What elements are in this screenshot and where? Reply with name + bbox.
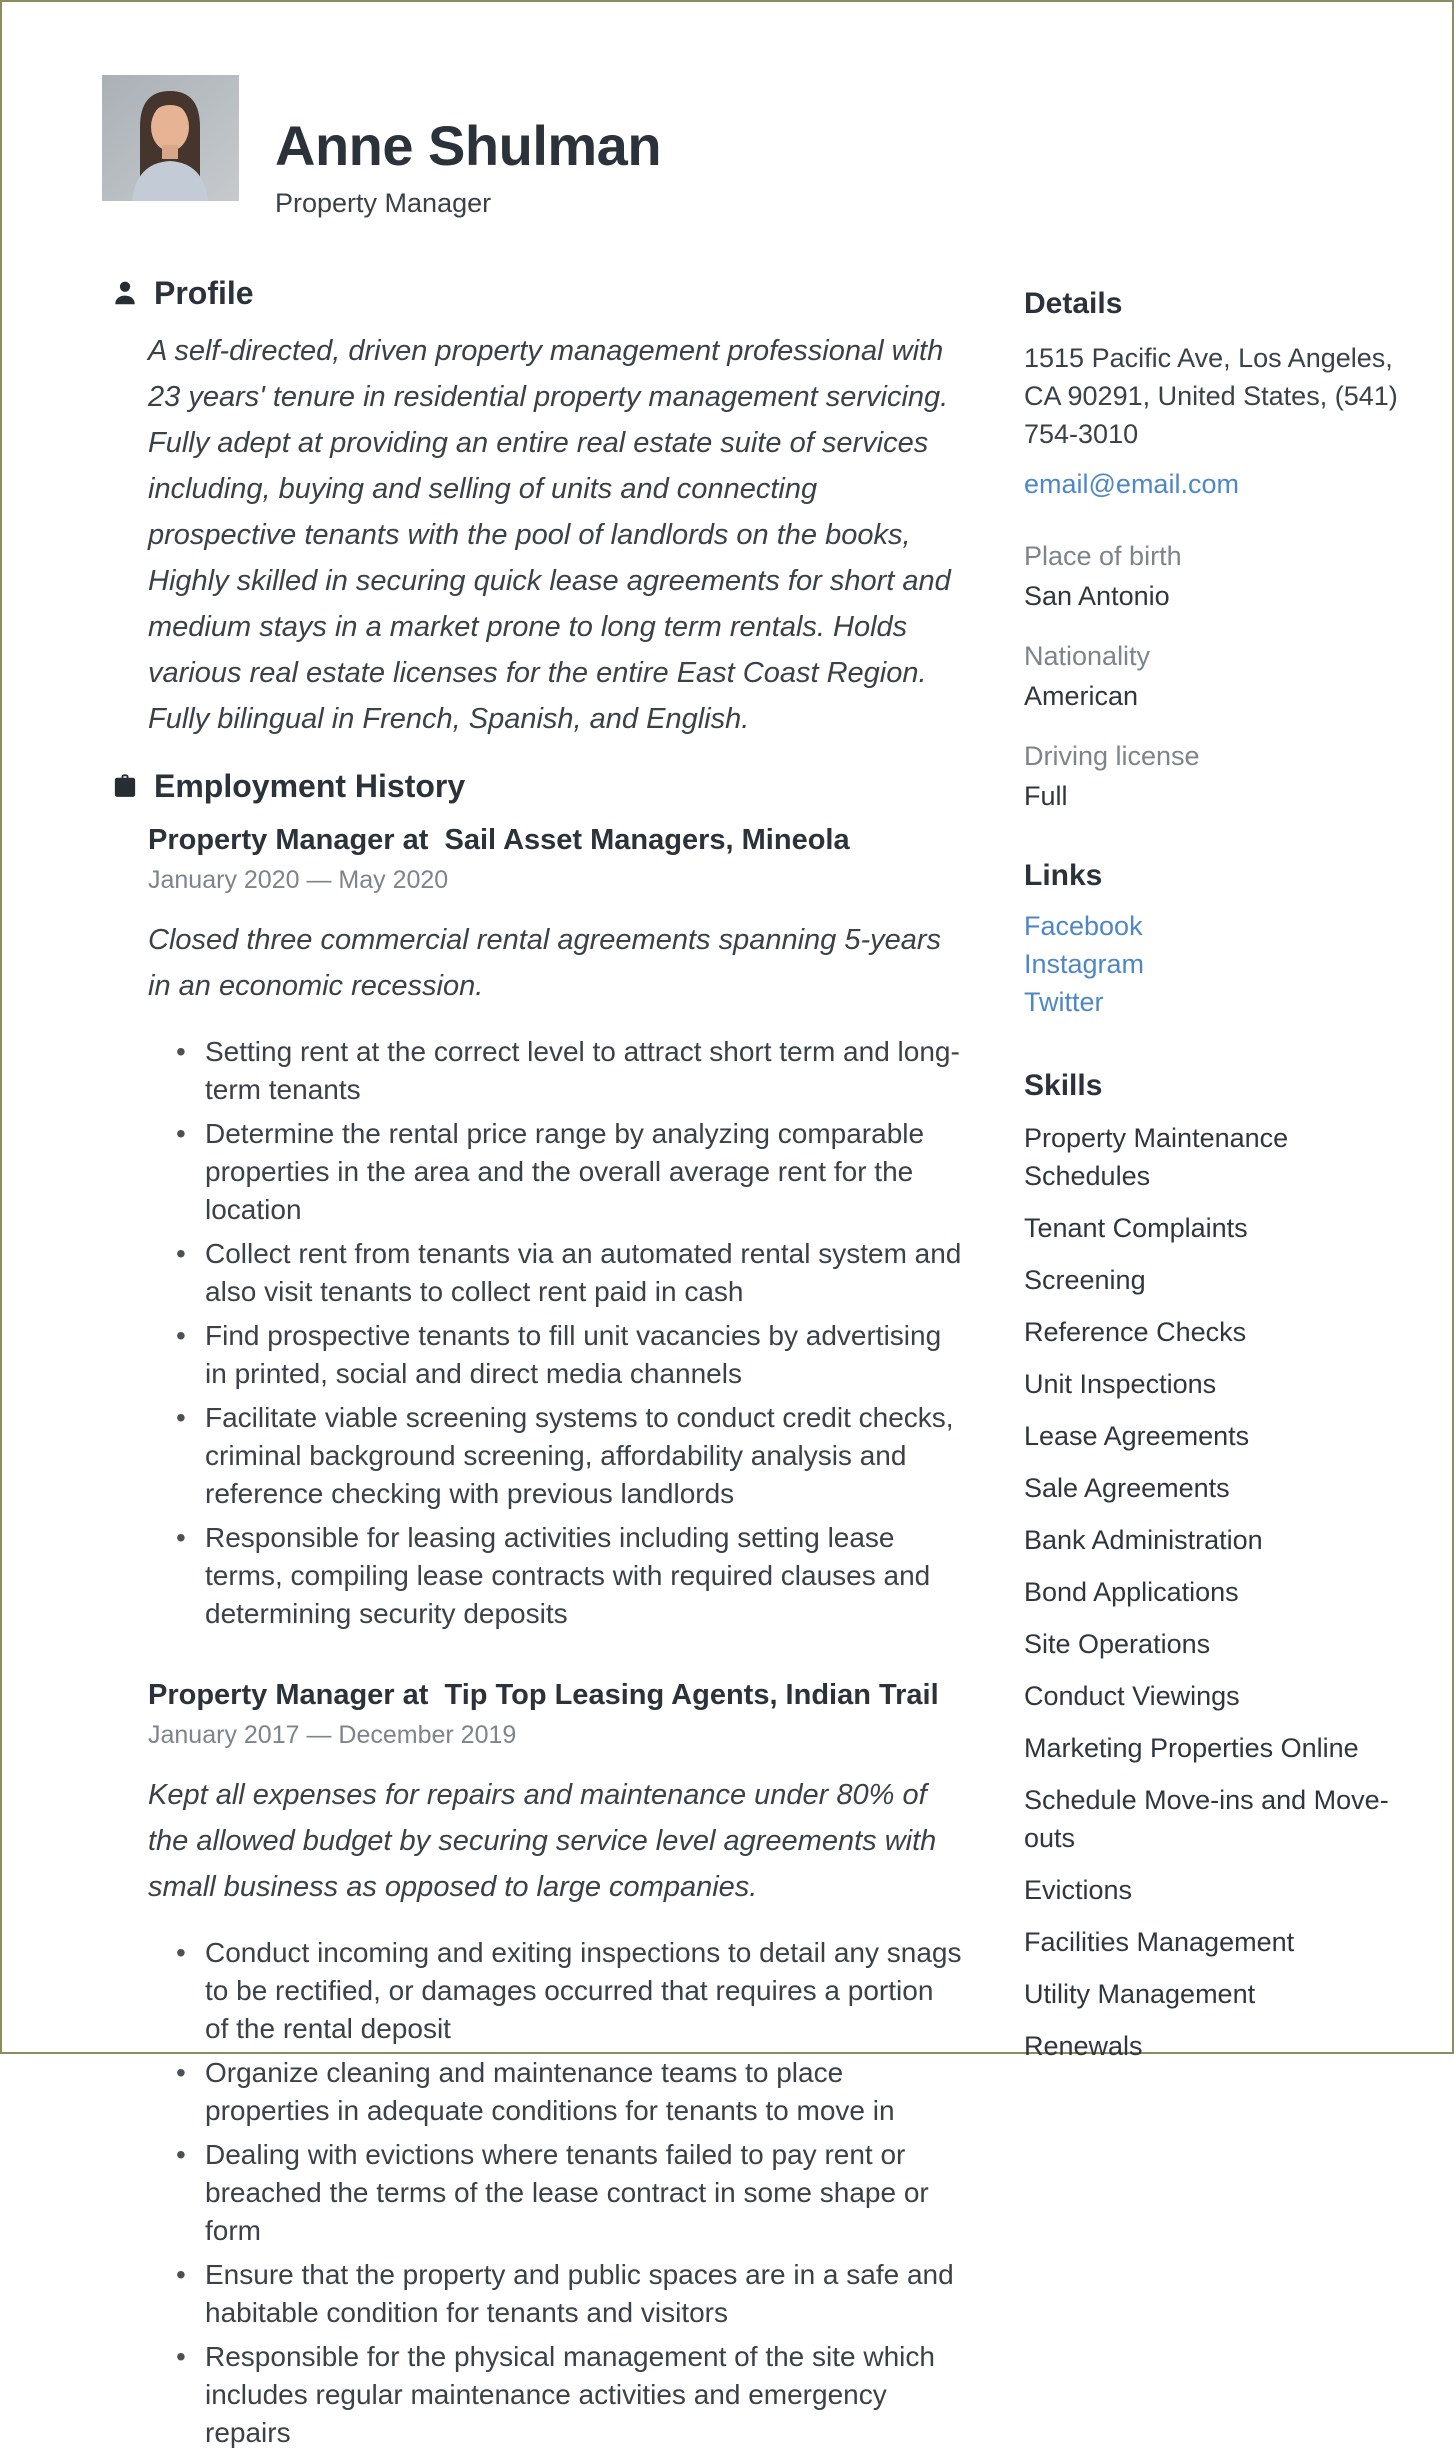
skill-item: Conduct Viewings [1024, 1680, 1240, 1711]
job-bullet: • Responsible for leasing activities including setting lease terms, compiling lease contracts with required clauses and determining security deposits [148, 1519, 962, 1633]
links-section [1024, 859, 1416, 1021]
job-bullet: • Responsible for the physical management of the site which includes regular maintenance activities and emergency repairs [148, 2338, 962, 2452]
job-title: Property Manager at Sail Asset Managers, Mineola [148, 823, 850, 856]
instagram-link[interactable]: Instagram [1024, 948, 1145, 979]
profile-heading: Profile [154, 274, 254, 311]
main-content [102, 275, 1412, 2458]
skill-item: Utility Management [1024, 1978, 1256, 2009]
job-bullet: • Setting rent at the correct level to attract short term and long-term tenants [148, 1033, 962, 1109]
job-bullet-list [148, 1934, 962, 2452]
fact-nationality [1024, 637, 1416, 715]
skill-item: Sale Agreements [1024, 1472, 1230, 1503]
profile-section [102, 275, 962, 742]
skills-heading: Skills [1024, 1068, 1103, 1102]
fact-place-of-birth [1024, 537, 1416, 615]
profile-summary-text: A self-directed, driven property management professional with 23 years' tenure in residential property management servicing. Fully adept at providing an entire real estate suite of services including, buying and selling of units and connecting prospective tenants with the pool of landlords on the books, Highly skilled in securing quick lease agreements for short and medium stays in a market prone to long term rentals. Holds various real estate licenses for the entire East Coast Region. Fully bilingual in French, Spanish, and English. [148, 334, 951, 735]
fact-label: Driving license [1024, 740, 1200, 771]
profile-body [148, 328, 962, 742]
skills-list [1024, 1119, 1416, 2065]
job-bullet: • Facilitate viable screening systems to conduct credit checks, criminal background screening, affordability analysis and reference checking with previous landlords [148, 1399, 962, 1513]
employment-body [148, 822, 962, 2452]
address-line: 1515 Pacific Ave, Los Angeles, [1024, 342, 1393, 373]
employment-section-head [102, 768, 962, 804]
fact-value: American [1024, 680, 1139, 711]
skill-item: Unit Inspections [1024, 1368, 1217, 1399]
details-heading: Details [1024, 286, 1123, 320]
details-section [1024, 287, 1416, 503]
address-block [1024, 339, 1416, 453]
employment-heading: Employment History [154, 767, 466, 804]
fact-value: Full [1024, 780, 1068, 811]
job-bullet: • Dealing with evictions where tenants failed to pay rent or breached the terms of the lease contract in some shape or form [148, 2136, 962, 2250]
fact-value: San Antonio [1024, 580, 1170, 611]
skill-item: Schedule Move-ins and Move-outs [1024, 1784, 1389, 1853]
candidate-job-title: Property Manager [275, 187, 492, 218]
skill-item: Site Operations [1024, 1628, 1211, 1659]
header [102, 75, 1412, 219]
sidebar [1024, 275, 1416, 2458]
email-link[interactable]: email@email.com [1024, 468, 1239, 499]
briefcase-icon [110, 771, 140, 801]
skill-item: Lease Agreements [1024, 1420, 1250, 1451]
address-line: CA 90291, United States, (541) [1024, 380, 1398, 411]
skill-item: Facilities Management [1024, 1926, 1295, 1957]
job-dates: January 2017 — December 2019 [148, 1720, 517, 1749]
job-dates: January 2020 — May 2020 [148, 865, 449, 894]
job-bullet: • Determine the rental price range by analyzing comparable properties in the area and the overall average rent for the location [148, 1115, 962, 1229]
skill-item: Renewals [1024, 2030, 1143, 2061]
links-list [1024, 907, 1416, 1021]
fact-driving-license [1024, 737, 1416, 815]
candidate-name: Anne Shulman [275, 114, 662, 177]
skill-item: Screening [1024, 1264, 1146, 1295]
employment-section [102, 768, 962, 2452]
facebook-link[interactable]: Facebook [1024, 910, 1143, 941]
links-heading: Links [1024, 858, 1103, 892]
job-bullet: • Organize cleaning and maintenance teams to place properties in adequate conditions for tenants to move in [148, 2054, 962, 2130]
skill-item: Reference Checks [1024, 1316, 1247, 1347]
job-bullet-list [148, 1033, 962, 1633]
profile-photo [102, 75, 239, 201]
skill-item: Evictions [1024, 1874, 1133, 1905]
left-column [102, 275, 962, 2458]
fact-label: Place of birth [1024, 540, 1182, 571]
job-bullet: • Collect rent from tenants via an automated rental system and also visit tenants to collect rent paid in cash [148, 1235, 962, 1311]
job-entry-1 [148, 822, 962, 1633]
skill-item: Bond Applications [1024, 1576, 1239, 1607]
address-line: 754-3010 [1024, 418, 1139, 449]
job-bullet: • Ensure that the property and public spaces are in a safe and habitable condition for tenants and visitors [148, 2256, 962, 2332]
fact-label: Nationality [1024, 640, 1151, 671]
job-summary: Kept all expenses for repairs and maintenance under 80% of the allowed budget by securing service level agreements with small business as opposed to large companies. [148, 1778, 937, 1903]
job-title: Property Manager at Tip Top Leasing Agents, Indian Trail [148, 1678, 939, 1711]
job-bullet: • Conduct incoming and exiting inspections to detail any snags to be rectified, or damages occurred that requires a portion of the rental deposit [148, 1934, 962, 2048]
job-summary: Closed three commercial rental agreements spanning 5-years in an economic recession. [148, 923, 942, 1002]
skill-item: Tenant Complaints [1024, 1212, 1248, 1243]
job-entry-2 [148, 1677, 962, 2452]
skill-item: Marketing Properties Online [1024, 1732, 1359, 1763]
person-icon [110, 278, 140, 308]
profile-section-head [102, 275, 962, 311]
skill-item: Property Maintenance Schedules [1024, 1122, 1289, 1191]
skill-item: Bank Administration [1024, 1524, 1263, 1555]
name-block [275, 75, 661, 219]
job-bullet: • Find prospective tenants to fill unit vacancies by advertising in printed, social and direct media channels [148, 1317, 962, 1393]
facts-section [1024, 537, 1416, 815]
twitter-link[interactable]: Twitter [1024, 986, 1104, 1017]
skills-section [1024, 1069, 1416, 2065]
